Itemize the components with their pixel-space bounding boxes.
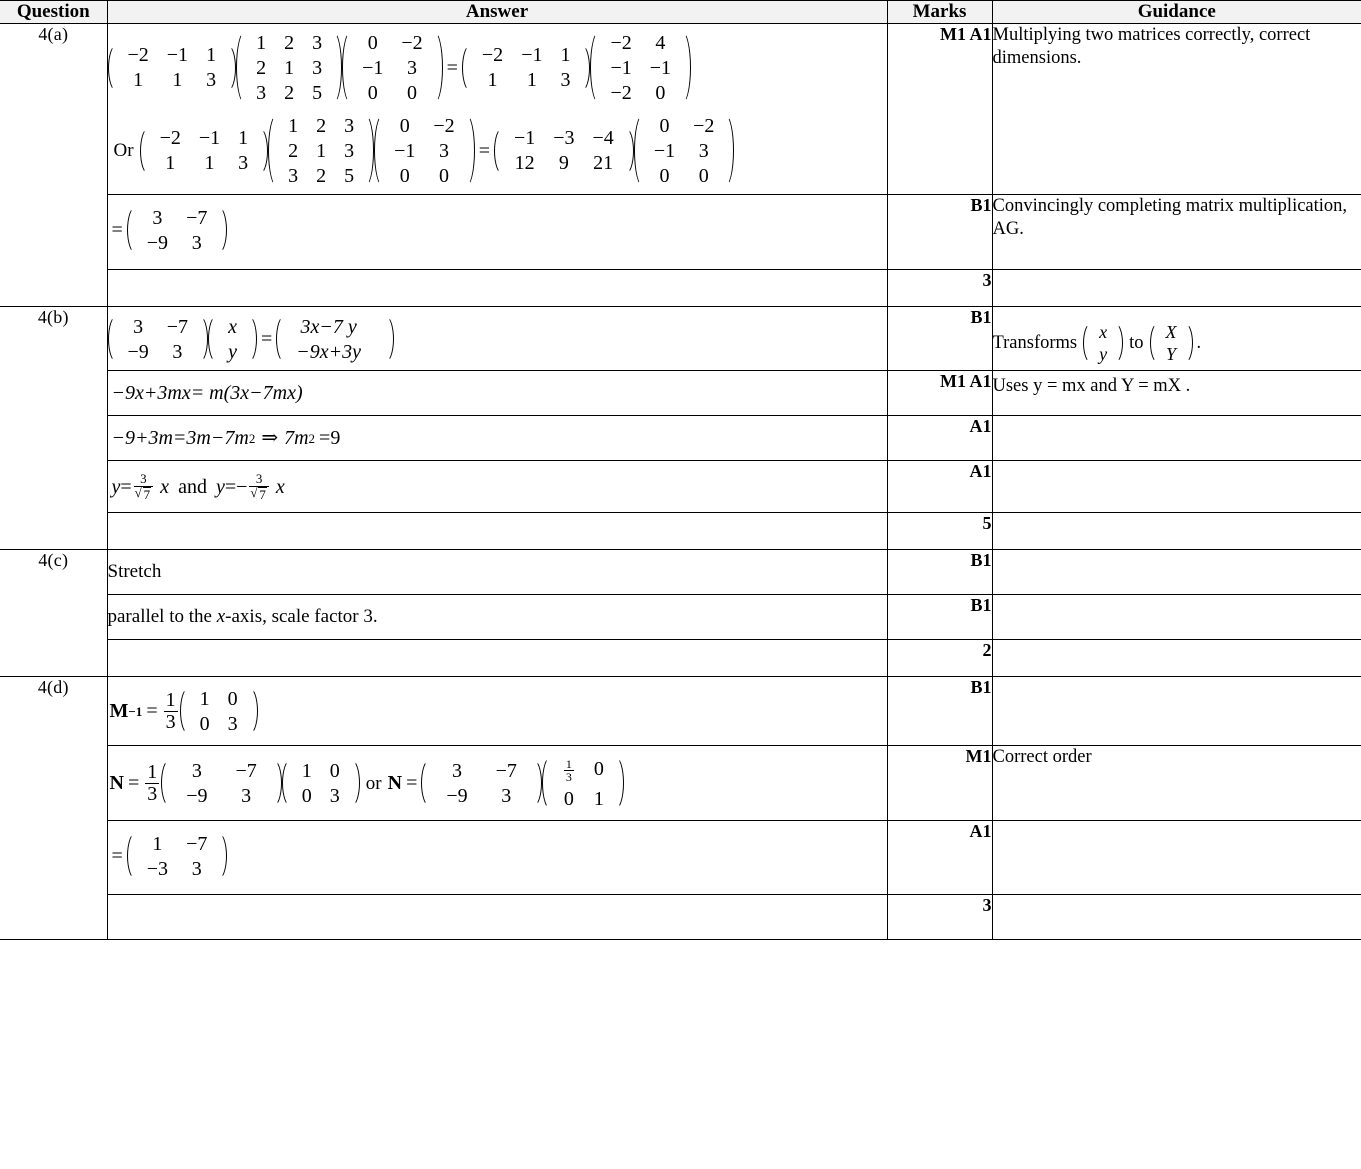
left-paren-icon — [374, 113, 385, 188]
and-label: and — [178, 475, 207, 498]
right-paren-icon — [247, 686, 258, 736]
minus-sign: − — [236, 475, 248, 498]
answer-cell-4a-result — [107, 195, 887, 270]
question-number: 4(d) — [37, 677, 69, 698]
matrix-M: 3 −7 −9 3 — [108, 314, 209, 364]
marks-cell: M1 A1 — [887, 371, 992, 416]
guidance-cell-transforms — [992, 307, 1361, 371]
equation-line — [112, 428, 887, 448]
answer-cell-empty — [107, 895, 887, 940]
y-variable: y — [111, 475, 121, 498]
right-paren-icon — [1182, 321, 1193, 365]
matrix-D: 1 0 0 3 — [282, 758, 360, 808]
fraction-3-over-root7: 3 √ 7 — [249, 472, 269, 501]
left-paren-icon — [140, 126, 151, 176]
equation-rhs: 7m — [284, 427, 309, 449]
sqrt-icon: √ 7 — [136, 487, 152, 502]
fraction-3-over-root7: 3 √ 7 — [134, 472, 154, 501]
left-paren-icon — [208, 314, 219, 364]
column-header-answer: Answer — [107, 1, 887, 24]
transforms-statement — [993, 321, 1361, 365]
guidance-cell-empty — [992, 677, 1361, 746]
matrix-D-fraction: $\frac{1}{3}$ 0 0 1 — [542, 755, 624, 811]
marks-cell: M1 — [887, 746, 992, 821]
guidance-cell: Multiplying two matrices correctly, correct dimensions. — [992, 24, 1361, 195]
column-header-marks: Marks — [887, 1, 992, 24]
n-equation — [110, 755, 887, 811]
matrix-N-label: N — [109, 772, 124, 795]
table-row — [0, 24, 1361, 195]
table-row — [0, 550, 1361, 595]
right-paren-icon — [257, 126, 268, 176]
left-paren-icon — [161, 758, 172, 808]
matrix-N-label: N — [387, 772, 403, 795]
equals-sign: = — [120, 475, 132, 498]
result-equation — [108, 205, 887, 255]
left-paren-icon — [494, 126, 505, 176]
guidance-uses-text: Uses y = mx and Y = mX . — [992, 376, 1191, 396]
left-paren-icon — [108, 314, 119, 364]
column-header-question: Question — [0, 1, 107, 24]
left-paren-icon — [108, 43, 119, 93]
right-paren-icon — [197, 314, 208, 364]
fraction-one-third: $\frac{1}{3}$ — [147, 760, 158, 805]
right-paren-icon — [349, 758, 360, 808]
question-number: 4(a) — [38, 24, 69, 44]
matrix-B: 1 2 3 2 1 3 3 2 5 — [236, 30, 342, 105]
column-header-guidance: Guidance — [992, 1, 1361, 24]
answer-cell-4d-n-equation — [107, 746, 887, 821]
left-paren-icon — [1150, 321, 1161, 365]
or-label: Or — [113, 140, 134, 161]
answer-cell-4d-minverse — [107, 677, 887, 746]
right-paren-icon — [363, 113, 374, 188]
table-row — [0, 640, 1361, 677]
guidance-cell-empty — [992, 416, 1361, 461]
marks-total-cell: 3 — [887, 895, 992, 940]
transforms-label: Transforms — [992, 332, 1078, 353]
question-label-4b — [0, 307, 107, 550]
right-paren-icon — [723, 113, 734, 188]
matrix-M-label: M — [109, 700, 129, 723]
left-paren-icon — [236, 30, 247, 105]
table-row — [0, 821, 1361, 895]
answer-cell-4c-line1 — [107, 550, 887, 595]
matrix-BC-product: −2 4 −1 −1 −2 0 — [590, 30, 691, 105]
answer-cell-4b-eq2 — [107, 416, 887, 461]
guidance-cell-empty — [992, 513, 1361, 550]
equals-sign: = — [127, 772, 140, 795]
left-paren-icon — [421, 758, 432, 808]
matrix-C: 0 −2 −1 3 0 0 — [342, 30, 443, 105]
marks-cell: A1 — [887, 461, 992, 513]
left-paren-icon — [180, 686, 191, 736]
answer-cell-4b-eq3 — [107, 461, 887, 513]
answer-text: Stretch — [107, 561, 162, 583]
guidance-cell: Convincingly completing matrix multiplication, AG. — [992, 195, 1361, 270]
marks-cell: B1 — [887, 677, 992, 746]
left-paren-icon — [462, 43, 473, 93]
question-number: 4(c) — [38, 550, 69, 571]
exponent: 2 — [308, 430, 316, 446]
answer-cell-4c-line2 — [107, 595, 887, 640]
vector-XY-small: X Y — [1150, 321, 1193, 365]
exponent: 2 — [248, 430, 256, 446]
marks-cell: B1 — [887, 307, 992, 371]
question-label-4d — [0, 677, 107, 940]
right-paren-icon — [613, 755, 624, 811]
right-paren-icon — [680, 30, 691, 105]
guidance-cell-empty — [992, 461, 1361, 513]
equation-text: −9x+3mx= m(3x−7mx) — [111, 382, 303, 404]
guidance-cell — [992, 371, 1361, 416]
equals-sign: = — [446, 56, 458, 79]
right-paren-icon — [579, 43, 590, 93]
left-paren-icon — [634, 113, 645, 188]
table-row — [0, 416, 1361, 461]
right-paren-icon — [216, 205, 227, 255]
marks-cell: B1 — [887, 595, 992, 640]
question-label-4a — [0, 24, 107, 307]
answer-cell-empty — [107, 270, 887, 307]
answer-cell-4b-vector — [107, 307, 887, 371]
matrix-result: 3 −7 −9 3 — [127, 205, 228, 255]
table-row — [0, 895, 1361, 940]
matrix-equation-line-1 — [108, 30, 887, 105]
table-header-row — [0, 1, 1361, 24]
answer-cell-empty — [107, 513, 887, 550]
x-variable: x — [160, 475, 170, 498]
right-paren-icon — [246, 314, 257, 364]
left-paren-icon — [542, 755, 553, 811]
right-paren-icon — [1112, 321, 1123, 365]
left-paren-icon — [276, 314, 287, 364]
exponent-minus-one: −1 — [128, 703, 143, 719]
right-paren-icon — [331, 30, 342, 105]
vector-equation — [108, 314, 887, 364]
fraction-one-third: $\frac{1}{3}$ — [565, 756, 572, 785]
table-row — [0, 461, 1361, 513]
equals-sign: = — [260, 328, 273, 350]
marks-cell: B1 — [887, 195, 992, 270]
to-label: to — [1129, 332, 1144, 353]
right-paren-icon — [432, 30, 443, 105]
vector-result: 3x−7 y −9x+3y — [276, 314, 394, 364]
marks-total-cell: 5 — [887, 513, 992, 550]
right-paren-icon — [225, 43, 236, 93]
answer-cell-empty — [107, 640, 887, 677]
matrix-C-alt2: 0 −2 −1 3 0 0 — [634, 113, 735, 188]
matrix-A-repeat: −2 −1 1 1 1 3 — [462, 43, 591, 93]
equation-value: =9 — [319, 427, 341, 449]
question-number: 4(b) — [37, 307, 69, 327]
guidance-cell-empty — [992, 270, 1361, 307]
left-paren-icon — [1083, 321, 1094, 365]
equals-sign: = — [478, 139, 490, 162]
left-paren-icon — [590, 30, 601, 105]
or-label: or — [365, 772, 382, 794]
guidance-cell-empty — [992, 640, 1361, 677]
left-paren-icon — [268, 113, 279, 188]
marks-total-cell: 3 — [887, 270, 992, 307]
matrix-M: 3 −7 −9 3 — [161, 758, 282, 808]
answer-cell-4d-result — [107, 821, 887, 895]
left-paren-icon — [282, 758, 293, 808]
left-paren-icon — [127, 831, 138, 881]
table-row — [0, 513, 1361, 550]
right-paren-icon — [216, 831, 227, 881]
n-result-equation — [108, 831, 887, 881]
equals-sign: = — [111, 219, 123, 241]
equation-line — [112, 383, 887, 403]
implies-icon: ⇒ — [261, 427, 279, 449]
vector-xy-small: x y — [1083, 321, 1123, 365]
table-row — [0, 270, 1361, 307]
x-variable: x — [275, 475, 285, 498]
matrix-equation-line-2 — [108, 113, 887, 188]
guidance-cell-empty — [992, 895, 1361, 940]
marks-total-cell: 2 — [887, 640, 992, 677]
equals-sign: = — [406, 772, 418, 795]
matrix-identity-scaled: 1 0 0 3 — [180, 686, 258, 736]
marks-cell: M1 A1 — [887, 24, 992, 195]
answer-cell-4b-eq1 — [107, 371, 887, 416]
right-paren-icon — [271, 758, 282, 808]
marks-cell: B1 — [887, 550, 992, 595]
sqrt-icon: √ 7 — [251, 487, 267, 502]
table-row — [0, 371, 1361, 416]
matrix-A-alt: −2 −1 1 1 1 3 — [140, 126, 269, 176]
equals-sign: = — [111, 845, 123, 868]
x-variable: x — [216, 606, 226, 628]
table-row — [0, 195, 1361, 270]
guidance-cell-empty — [992, 550, 1361, 595]
equals-sign: = — [146, 700, 158, 723]
equation-lhs: −9+3m=3m−7m — [111, 427, 249, 449]
matrix-B-alt: 1 2 3 2 1 3 3 2 5 — [268, 113, 374, 188]
guidance-cell-empty — [992, 821, 1361, 895]
y-variable: y — [215, 475, 225, 498]
matrix-A: −2 −1 1 1 1 3 — [108, 43, 237, 93]
answer-text-pre: parallel to the — [107, 606, 217, 628]
matrix-C-alt: 0 −2 −1 3 0 0 — [374, 113, 475, 188]
table-row — [0, 595, 1361, 640]
guidance-cell: Correct order — [992, 746, 1361, 821]
table-row — [0, 746, 1361, 821]
guidance-cell-empty — [992, 595, 1361, 640]
marks-cell: A1 — [887, 416, 992, 461]
right-paren-icon — [623, 126, 634, 176]
matrix-M-alt: 3 −7 −9 3 — [421, 758, 542, 808]
right-paren-icon — [531, 758, 542, 808]
answer-text-post: -axis, scale factor 3. — [225, 606, 378, 628]
fraction-one-third: $\frac{1}{3}$ — [165, 688, 176, 733]
table-row — [0, 307, 1361, 371]
table-row — [0, 677, 1361, 746]
period: . — [1196, 332, 1202, 353]
right-paren-icon — [464, 113, 475, 188]
right-paren-icon — [383, 314, 394, 364]
matrix-AB-product: −1 −3 −4 12 9 21 — [494, 126, 634, 176]
answer-cell-4a-working — [107, 24, 887, 195]
left-paren-icon — [127, 205, 138, 255]
equals-sign: = — [224, 475, 237, 498]
question-label-4c — [0, 550, 107, 677]
equation-line — [112, 472, 887, 501]
left-paren-icon — [342, 30, 353, 105]
marks-cell: A1 — [887, 821, 992, 895]
vector-xy: x y — [208, 314, 257, 364]
matrix-N-result: 1 −7 −3 3 — [127, 831, 228, 881]
m-inverse-equation — [110, 686, 887, 736]
